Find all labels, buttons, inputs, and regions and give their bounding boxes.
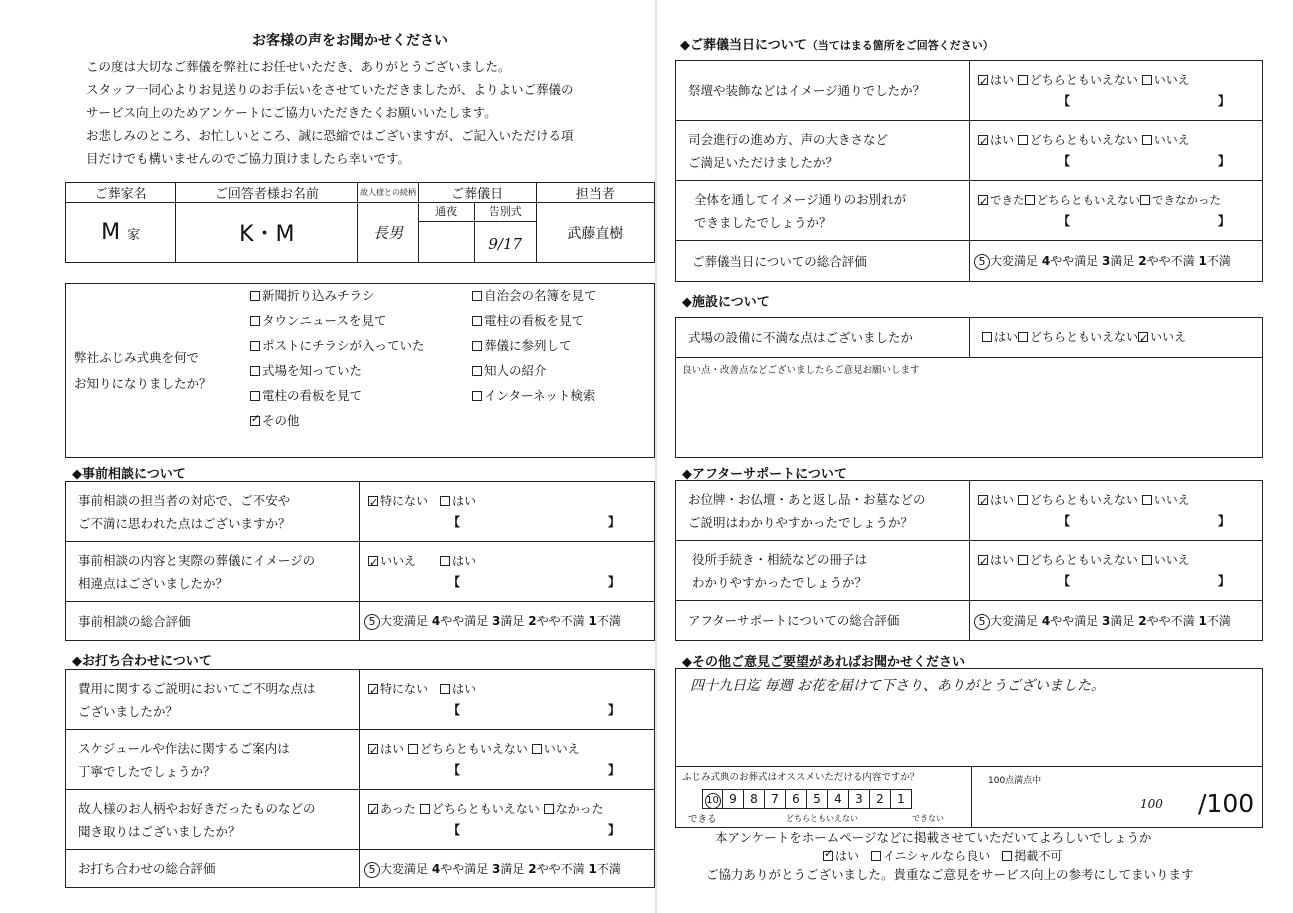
wake-cell — [418, 203, 474, 263]
family-initial: M — [101, 220, 121, 245]
intro-line: 目だけでも構いませんのでご協力頂けましたら幸いです。 — [86, 151, 411, 166]
checkbox[interactable] — [1018, 332, 1028, 342]
option-label: はい — [452, 493, 477, 508]
funeral-cell — [474, 203, 536, 263]
other-heading: ◆その他ご意見ご要望があればお聞かせください — [682, 655, 965, 670]
checkbox[interactable] — [1142, 495, 1152, 505]
question-line: 相違点はございましたか？ — [78, 575, 229, 591]
checkbox[interactable] — [1018, 495, 1028, 505]
option-label: はい — [452, 553, 477, 568]
points-cell — [972, 766, 1263, 828]
comment-bracket[interactable]: 【 】 — [448, 702, 620, 717]
checkbox[interactable] — [250, 391, 260, 401]
info-table — [65, 182, 655, 263]
scale-box[interactable]: 3 — [849, 789, 870, 809]
day-heading: ◆ご葬儀当日について（当てはまる箇所をご回答ください） — [680, 38, 994, 53]
relation-header: 故人様との続柄 — [358, 183, 418, 203]
points-total: /100 — [1198, 789, 1255, 818]
comment-bracket[interactable] — [440, 512, 620, 533]
after-rating[interactable]: 5 大変満足 4やや満足 3満足 2やや不満 1不満 — [970, 601, 1263, 641]
option-label: 自治会の名簿を見て — [484, 288, 597, 303]
checkbox-checked[interactable] — [1138, 332, 1148, 342]
wake-value — [419, 221, 474, 261]
recommend-scale[interactable] — [702, 789, 912, 809]
pre-q2 — [66, 542, 360, 602]
question-line: 費用に関するご説明においてご不明な点は — [78, 680, 316, 696]
checkbox[interactable] — [1018, 75, 1028, 85]
heard-option[interactable] — [472, 386, 595, 404]
scale-box[interactable]: 8 — [744, 789, 765, 809]
heard-option[interactable] — [472, 361, 547, 379]
day-q1: 祭壇や装飾などはイメージ通りでしたか？ — [676, 61, 970, 121]
checkbox[interactable] — [1140, 195, 1150, 205]
scale-box[interactable]: 5 — [807, 789, 828, 809]
after-q2: 役所手続き・相続などの冊子は わかりやすかったでしょうか？ — [676, 541, 970, 601]
meet-q3-answer: ✓あった どちらともいえない なかった 【 】 — [360, 790, 655, 850]
checkbox[interactable] — [440, 684, 450, 694]
checkbox[interactable] — [1142, 135, 1152, 145]
pre-table — [65, 481, 655, 641]
checkbox[interactable] — [1002, 851, 1012, 861]
day-q3: 全体を通してイメージ通りのお別れが できましたでしょうか？ — [676, 181, 970, 241]
facility-q1-answer: はい どちらともいえない✓ いいえ — [970, 318, 1263, 358]
intro-line: スタッフ一同心よりお見送りのお手伝いをさせていただきましたが、よりよいご葬儀の — [86, 82, 574, 97]
thanks-text: ご協力ありがとうございました。貴重なご意見をサービス向上の参考にしてまいります — [706, 867, 1194, 882]
publish-question: 本アンケートをホームページなどに掲載させていただいてよろしいでしょうか — [715, 830, 1152, 845]
checkbox[interactable] — [1018, 135, 1028, 145]
heard-option[interactable] — [472, 336, 572, 354]
meet-rating[interactable]: 5 大変満足 4やや満足 3満足 2やや不満 1不満 — [360, 850, 655, 888]
checkbox[interactable] — [871, 851, 881, 861]
meet-q3 — [66, 790, 360, 850]
heard-question — [66, 284, 244, 458]
facility-q1: 式場の設備に不満な点はございましたか — [676, 318, 970, 358]
option-label: タウンニュースを見て — [262, 313, 387, 328]
respondent-header: ご回答者様お名前 — [176, 183, 358, 203]
question-line: 事前相談の内容と実際の葬儀にイメージの — [78, 552, 316, 568]
comment-bracket[interactable] — [440, 572, 620, 593]
checkbox[interactable] — [250, 316, 260, 326]
wake-label: 通夜 — [435, 205, 458, 218]
heard-option[interactable] — [472, 311, 584, 329]
facility-heading: ◆施設について — [682, 295, 770, 310]
checkbox[interactable] — [250, 341, 260, 351]
points-handwritten[interactable]: 100 — [1140, 797, 1163, 811]
bracket-close: 】 — [607, 514, 620, 529]
heard-option[interactable] — [250, 336, 425, 354]
facility-table — [675, 317, 1263, 458]
option-label: その他 — [262, 413, 300, 428]
rating-selected[interactable]: 5 — [364, 614, 380, 630]
pre-overall — [66, 602, 360, 641]
day-table — [675, 60, 1263, 282]
scale-box[interactable]: 4 — [828, 789, 849, 809]
comment-bracket[interactable]: 【 】 — [1058, 93, 1230, 108]
survey-title: お客様の声をお聞かせください — [252, 33, 448, 49]
checkbox-checked[interactable] — [368, 684, 378, 694]
option-label: 電柱の看板を見て — [262, 388, 363, 403]
after-table — [675, 480, 1263, 641]
meet-table — [65, 669, 655, 888]
meet-q1 — [66, 670, 360, 730]
family-name-header: ご葬家名 — [66, 183, 176, 203]
heard-question-line: 弊社ふじみ式典を何で — [74, 349, 200, 365]
scale-box[interactable]: 9 — [723, 789, 744, 809]
bracket-close: 】 — [607, 574, 620, 589]
checkbox[interactable] — [472, 341, 482, 351]
question-line: 事前相談の担当者の対応で、ご不安や — [78, 492, 291, 508]
scale-box[interactable]: 1 — [891, 789, 912, 809]
checkbox[interactable] — [1142, 75, 1152, 85]
question-line: 故人様のお人柄やお好きだったものなどの — [78, 800, 316, 816]
checkbox[interactable] — [250, 366, 260, 376]
checkbox[interactable] — [408, 744, 418, 754]
meet-overall: お打ち合わせの総合評価 — [66, 850, 360, 888]
heard-option[interactable] — [250, 286, 375, 304]
heard-option[interactable] — [250, 386, 362, 404]
checkbox-checked[interactable] — [978, 195, 988, 205]
checkbox-checked[interactable] — [978, 555, 988, 565]
after-overall: アフターサポートについての総合評価 — [676, 601, 970, 641]
question-line: ございましたか？ — [78, 703, 179, 719]
pre-heading: ◆事前相談について — [72, 467, 186, 482]
comment-bracket[interactable]: 【 】 — [448, 762, 620, 777]
checkbox[interactable] — [472, 366, 482, 376]
after-q2-answer: ✓はい どちらともいえない いいえ 【 】 — [970, 541, 1263, 601]
day-q1-answer: ✓はい どちらともいえない いいえ 【 】 — [970, 61, 1263, 121]
option-label: 電柱の看板を見て — [484, 313, 585, 328]
bracket-open: 【 — [448, 574, 461, 589]
page-fold — [655, 0, 657, 913]
points-label: 100点満点中 — [988, 776, 1042, 786]
checkbox[interactable] — [250, 291, 260, 301]
day-overall: ご葬儀当日についての総合評価 — [676, 241, 970, 282]
after-q1: お位牌・お仏壇・あと返し品・お墓などの ご説明はわかりやすかったでしょうか？ — [676, 481, 970, 541]
scale-mid-label: どちらともいえない — [786, 814, 858, 823]
heard-option[interactable] — [250, 311, 386, 329]
publish-options: ✓はい イニシャルなら良い 掲載不可 — [823, 847, 1062, 864]
checkbox-checked[interactable] — [978, 75, 988, 85]
checkbox-checked[interactable] — [978, 495, 988, 505]
checkbox[interactable] — [440, 496, 450, 506]
after-heading: ◆アフターサポートについて — [682, 467, 847, 482]
intro-line: お悲しみのところ、お忙しいところ、誠に恐縮ではございますが、ご記入いただける項 — [86, 128, 574, 143]
pre-rating[interactable]: 5 大変満足 4やや満足 3満足 2やや不満 1不満 — [360, 602, 655, 641]
staff-value: 武藤直樹 — [536, 203, 654, 263]
checkbox[interactable] — [472, 391, 482, 401]
rating-selected[interactable]: 5 — [974, 254, 990, 270]
pre-q1-answer — [360, 482, 655, 542]
day-q2: 司会進行の進め方、声の大きさなど ご満足いただけましたか？ — [676, 121, 970, 181]
comment-bracket[interactable]: 【 】 — [448, 822, 620, 837]
heard-option[interactable] — [472, 286, 597, 304]
checkbox[interactable] — [420, 804, 430, 814]
recommend-question: ふじみ式典のお葬式はオススメいただける内容ですか？ — [682, 772, 920, 783]
option-label: 葬儀に参列して — [484, 338, 572, 353]
meet-heading: ◆お打ち合わせについて — [72, 654, 212, 669]
heard-question-line: お知りになりましたか？ — [74, 375, 212, 391]
relation-value: 長男 — [358, 203, 418, 263]
option-label: はい — [452, 681, 477, 696]
funeral-value: 9/17 — [475, 221, 536, 261]
option-label: 知人の紹介 — [484, 363, 547, 378]
option-label: ポストにチラシが入っていた — [262, 338, 425, 353]
option-label: 特にない — [380, 681, 429, 696]
heard-option[interactable] — [250, 361, 362, 379]
facility-comment-box[interactable] — [676, 358, 1263, 458]
comment-bracket[interactable]: 【 】 — [1058, 213, 1230, 228]
checkbox-checked[interactable] — [368, 744, 378, 754]
option-label: インターネット検索 — [484, 388, 596, 403]
meet-q2-answer: ✓はい どちらともいえない いいえ 【 】 — [360, 730, 655, 790]
option-label: 式場を知っていた — [262, 363, 363, 378]
other-box — [675, 668, 1263, 828]
checkbox[interactable] — [1025, 195, 1035, 205]
option-label: いいえ — [380, 553, 417, 568]
checkbox-checked[interactable] — [250, 416, 260, 426]
heard-option[interactable] — [250, 411, 300, 429]
bracket-open: 【 — [448, 514, 461, 529]
question-line: 聞き取りはございましたか？ — [78, 823, 241, 839]
funeral-label: 告別式 — [488, 205, 522, 218]
intro-text — [86, 55, 574, 170]
family-suffix: 家 — [127, 228, 141, 243]
scale-box[interactable]: 6 — [786, 789, 807, 809]
checkbox-checked[interactable] — [978, 135, 988, 145]
recommend-cell — [676, 766, 972, 828]
checkbox[interactable] — [472, 316, 482, 326]
comment-bracket[interactable]: 【 】 — [1058, 573, 1230, 588]
checkbox[interactable] — [440, 556, 450, 566]
rating-selected[interactable]: 5 — [364, 862, 380, 878]
intro-line: この度は大切なご葬儀を弊社にお任せいただき、ありがとうございました。 — [86, 59, 511, 74]
checkbox[interactable] — [472, 291, 482, 301]
checkbox-checked[interactable] — [368, 496, 378, 506]
after-q1-answer: ✓はい どちらともいえない いいえ 【 】 — [970, 481, 1263, 541]
option-label: 新聞折り込みチラシ — [262, 288, 375, 303]
checkbox[interactable] — [532, 744, 542, 754]
comment-bracket[interactable]: 【 】 — [1058, 153, 1230, 168]
facility-note: 良い点・改善点などございましたらご意見お願いします — [682, 365, 920, 376]
rating-selected[interactable]: 5 — [974, 614, 990, 630]
checkbox[interactable] — [982, 332, 992, 342]
checkbox[interactable] — [544, 804, 554, 814]
day-q2-answer: ✓はい どちらともいえない いいえ 【 】 — [970, 121, 1263, 181]
question-line: ご不満に思われた点はございますか？ — [78, 515, 291, 531]
overall-label: 事前相談の総合評価 — [78, 613, 191, 629]
family-name-cell — [66, 203, 176, 263]
option-label: 特にない — [380, 493, 429, 508]
scale-box-selected[interactable]: 10 — [702, 789, 723, 809]
scale-box[interactable]: 2 — [870, 789, 891, 809]
pre-q2-answer — [360, 542, 655, 602]
scale-right-label: できない — [912, 814, 944, 823]
other-comment[interactable]: 四十九日迄 毎週 お花を届けて下さり、ありがとうございました。 — [690, 678, 1105, 694]
checkbox-checked[interactable] — [368, 804, 378, 814]
question-line: スケジュールや作法に関するご案内は — [78, 740, 290, 756]
checkbox-checked[interactable] — [823, 851, 833, 861]
funeral-date-header: ご葬儀日 — [418, 183, 536, 203]
respondent-name: K・M — [176, 203, 358, 263]
day-rating[interactable]: 5 大変満足 4やや満足 3満足 2やや不満 1不満 — [970, 241, 1263, 282]
comment-bracket[interactable]: 【 】 — [1058, 513, 1230, 528]
day-q3-answer: ✓できた どちらともいえない できなかった 【 】 — [970, 181, 1263, 241]
intro-line: サービス向上のためアンケートにご協力いただきたくお願いいたします。 — [86, 105, 497, 120]
scale-left-label: できる — [688, 814, 717, 825]
question-line: 丁寧でしたでしょうか？ — [78, 763, 216, 779]
pre-q1 — [66, 482, 360, 542]
staff-header: 担当者 — [536, 183, 654, 203]
checkbox-checked[interactable] — [368, 556, 378, 566]
scale-box[interactable]: 7 — [765, 789, 786, 809]
checkbox[interactable] — [1142, 555, 1152, 565]
meet-q2 — [66, 730, 360, 790]
checkbox[interactable] — [1018, 555, 1028, 565]
meet-q1-answer — [360, 670, 655, 730]
